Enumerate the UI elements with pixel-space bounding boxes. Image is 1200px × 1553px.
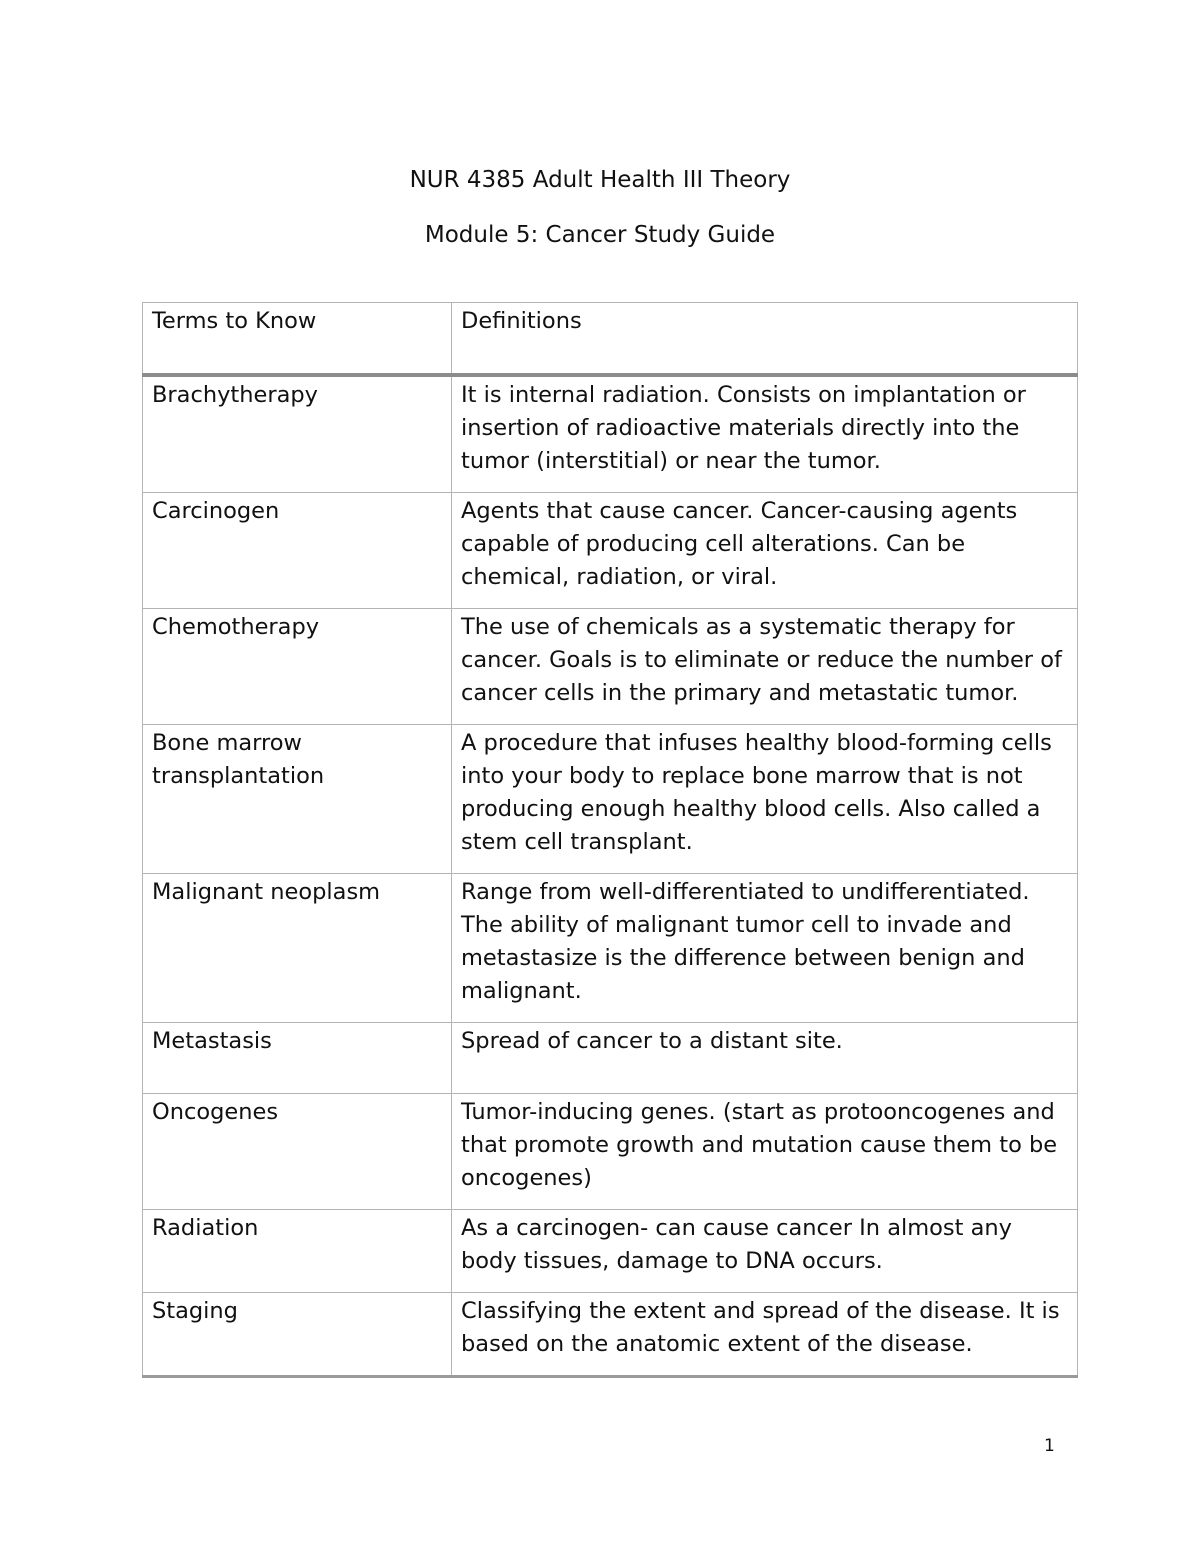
table-row [143,1210,1078,1293]
term-cell: Staging [143,1293,452,1377]
term-cell: Metastasis [143,1023,452,1094]
document-title: NUR 4385 Adult Health III Theory [409,167,791,193]
definition-cell: Agents that cause cancer. Cancer-causing agents capable of producing cell alterations. Can be chemical, radiation, or viral. [452,493,1078,609]
term-cell: Oncogenes [143,1094,452,1210]
term-cell: Malignant neoplasm [143,874,452,1023]
page-number: 1 [1044,1436,1055,1456]
definition-cell: Tumor-inducing genes. (start as protooncogenes and that promote growth and mutation cause them to be oncogenes) [452,1094,1078,1210]
term-cell: Chemotherapy [143,609,452,725]
definition-cell: A procedure that infuses healthy blood-forming cells into your body to replace bone marrow that is not producing enough healthy blood cells. Also called a stem cell transplant. [452,725,1078,874]
term-cell: Bone marrow transplantation [143,725,452,874]
term-cell: Carcinogen [143,493,452,609]
table-row [143,1023,1078,1094]
table-row [143,609,1078,725]
term-cell: Radiation [143,1210,452,1293]
header-definition: Definitions [452,303,1078,376]
term-cell: Brachytherapy [143,375,452,493]
definition-cell: Range from well-differentiated to undifferentiated. The ability of malignant tumor cell to invade and metastasize is the difference between benign and malignant. [452,874,1078,1023]
terms-table [142,302,1078,1378]
definition-cell: The use of chemicals as a systematic therapy for cancer. Goals is to eliminate or reduce the number of cancer cells in the primary and metastatic tumor. [452,609,1078,725]
table-row [143,874,1078,1023]
definition-cell: As a carcinogen- can cause cancer In almost any body tissues, damage to DNA occurs. [452,1210,1078,1293]
definition-cell: Classifying the extent and spread of the disease. It is based on the anatomic extent of the disease. [452,1293,1078,1377]
definition-cell: It is internal radiation. Consists on implantation or insertion of radioactive materials directly into the tumor (interstitial) or near the tumor. [452,375,1078,493]
table-row [143,493,1078,609]
table-row [143,1293,1078,1377]
header-term: Terms to Know [143,303,452,376]
table-row [143,1094,1078,1210]
definition-cell: Spread of cancer to a distant site. [452,1023,1078,1094]
table-row [143,725,1078,874]
table-header-row [143,303,1078,376]
table-row [143,375,1078,493]
document-subtitle: Module 5: Cancer Study Guide [424,222,776,248]
